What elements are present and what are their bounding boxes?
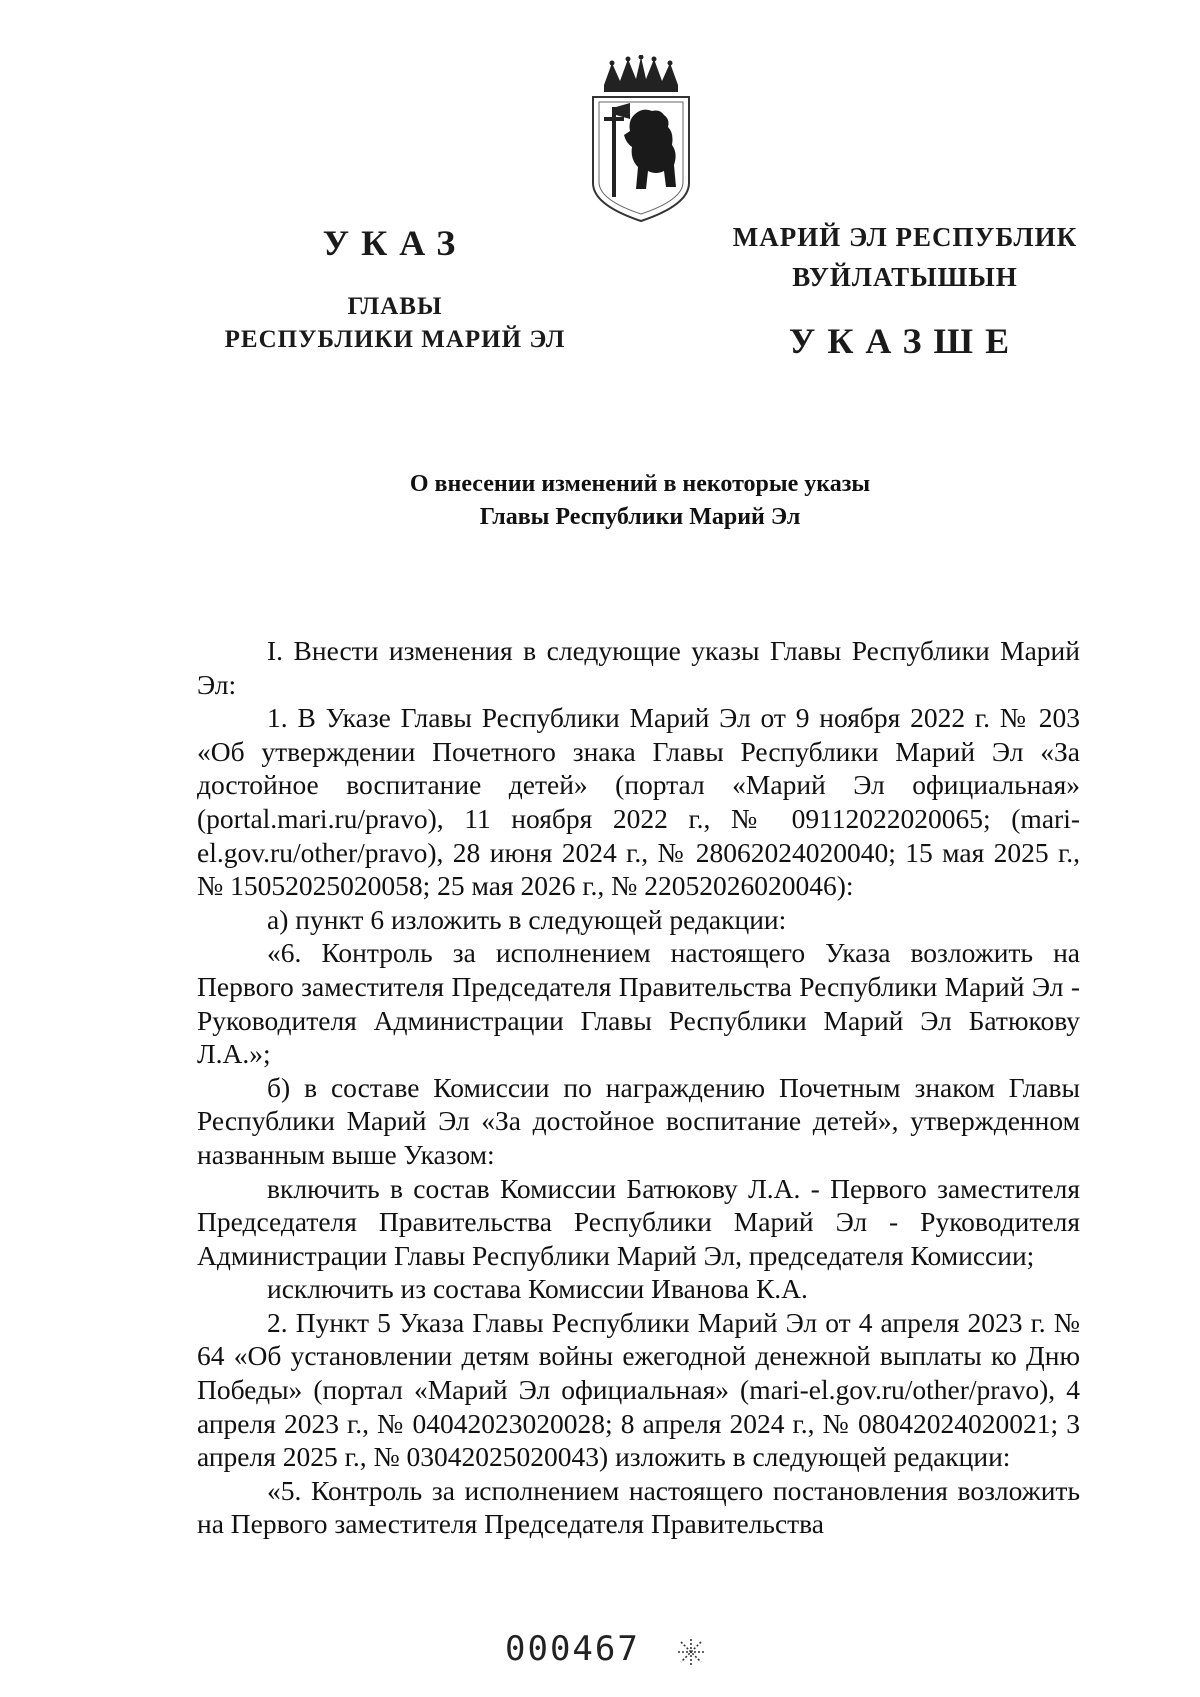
paragraph: б) в составе Комиссии по награждению Почетным знаком Главы Республики Марий Эл «За достойное воспитание детей», утвержденном названным выше Указом:	[197, 1071, 1080, 1170]
paragraph: исключить из состава Комиссии Иванова К.А.	[267, 1273, 808, 1305]
issuer-line2-mari: ВУЙЛАТЫШЫН	[792, 262, 1018, 292]
issuer-line1-mari: МАРИЙ ЭЛ РЕСПУБЛИК	[732, 222, 1078, 252]
paragraph: «5. Контроль за исполнением настоящего постановления возложить на Первого заместителя Председателя Правительства	[197, 1474, 1080, 1540]
paragraph: «6. Контроль за исполнением настоящего Указа возложить на Первого заместителя Председателя Правительства Республики Марий Эл - Руководителя Администрации Главы Республики Марий Эл Батюкову Л.А.»;	[197, 937, 1080, 1070]
coat-of-arms-icon	[590, 55, 692, 227]
asterisk-mark-icon	[676, 1637, 706, 1667]
paragraph: а) пункт 6 изложить в следующей редакции:	[267, 903, 787, 935]
document-title-line1: О внесении изменений в некоторые указы	[409, 471, 871, 497]
ukaz-title-mari: УКАЗШЕ	[788, 321, 1022, 361]
document-body	[197, 634, 1080, 1541]
issuer-line1-ru: ГЛАВЫ	[347, 293, 443, 320]
serial-number: 000467	[505, 1629, 640, 1669]
paragraph: 1. В Указе Главы Республики Марий Эл от 9 ноября 2022 г. № 203 «Об утверждении Почетного знака Главы Республики Марий Эл «За достойное воспитание детей» (портал «Марий Эл официальная» (portal.mari.ru/pravo), 11 ноября 2022 г., № 09112022020065; (mari-el.gov.ru/other/pravo), 28 июня 2024 г., № 28062024020040; 15 мая 2025 г., № 15052025020058; 25 мая 2026 г., № 22052026020046):	[197, 702, 1080, 902]
document-title	[200, 468, 1080, 534]
document-title-line2: Главы Республики Марий Эл	[479, 504, 801, 530]
ukaz-title-ru: УКАЗ	[322, 223, 468, 263]
issuer-line2-ru: РЕСПУБЛИКИ МАРИЙ ЭЛ	[224, 326, 566, 353]
paragraph: включить в состав Комиссии Батюкову Л.А. - Первого заместителя Председателя Правительства Республики Марий Эл - Руководителя Администрации Главы Республики Марий Эл, председателя Комиссии;	[197, 1172, 1080, 1271]
paragraph: I. Внести изменения в следующие указы Главы Республики Марий Эл:	[197, 635, 1080, 700]
paragraph: 2. Пункт 5 Указа Главы Республики Марий Эл от 4 апреля 2023 г. № 64 «Об установлении детям войны ежегодной денежной выплаты ко Дню Победы» (портал «Марий Эл официальная» (mari-el.gov.ru/other/pravo), 4 апреля 2023 г., № 04042023020028; 8 апреля 2024 г., № 08042024020021; 3 апреля 2025 г., № 03042025020043) изложить в следующей редакции:	[197, 1306, 1080, 1473]
